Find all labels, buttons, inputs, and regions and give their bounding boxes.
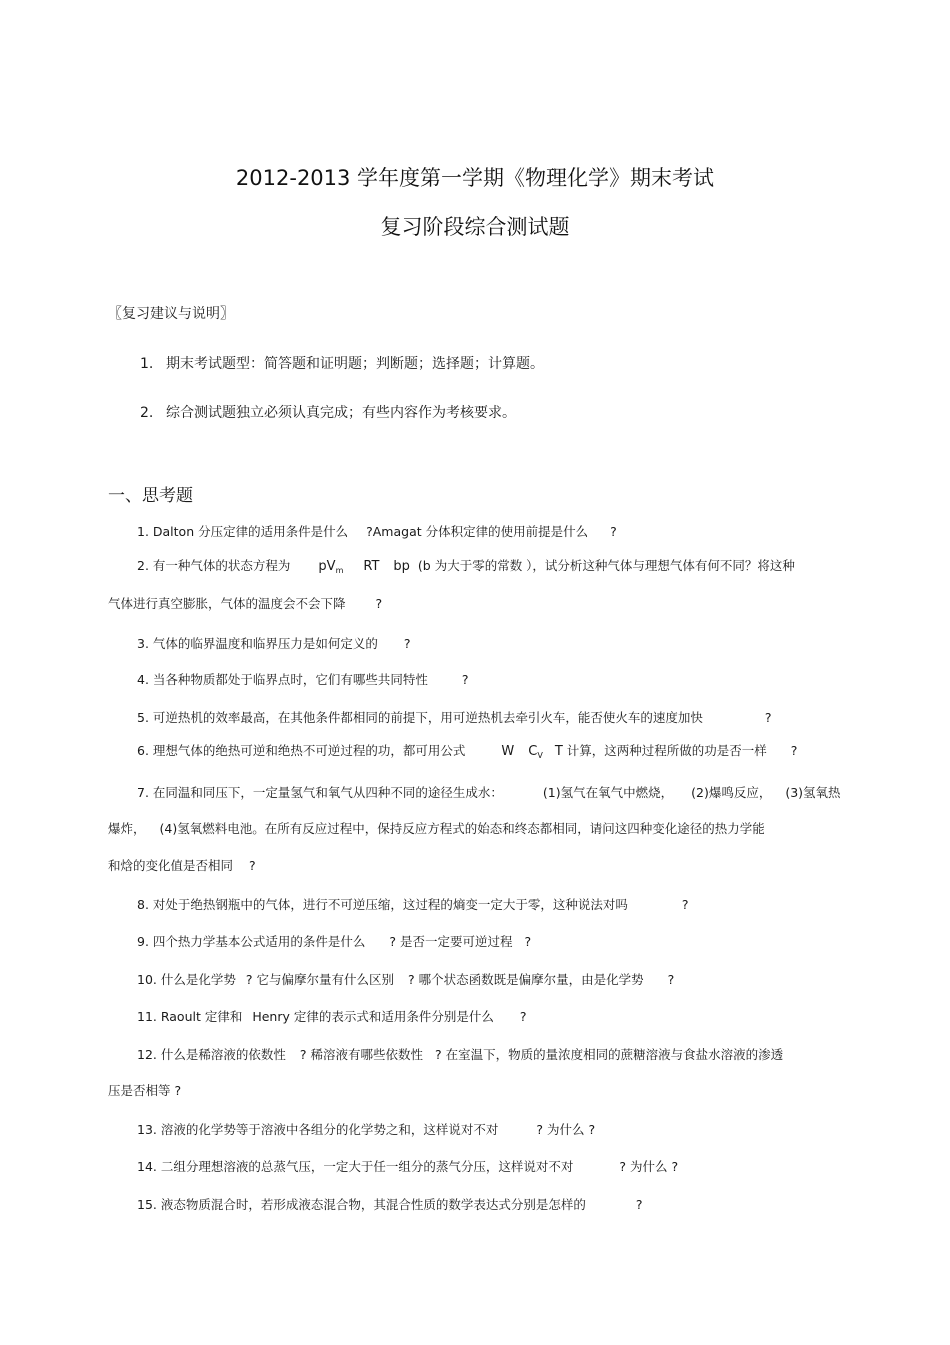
- q9-part: ? 是否一定要可逆过程: [389, 934, 513, 949]
- q4-part: 4. 当各种物质都处于临界点时，它们有哪些共同特性: [137, 672, 428, 687]
- page-subtitle: 复习阶段综合测试题: [380, 215, 570, 239]
- note-item: [140, 353, 544, 373]
- q7-part: 爆炸，: [108, 821, 146, 836]
- q12-part: 12. 什么是稀溶液的依数性: [137, 1047, 286, 1062]
- formula-pvm: [318, 559, 343, 574]
- note-number: 1.: [140, 356, 154, 372]
- q1-part: ?: [610, 524, 617, 539]
- formula-w: W: [501, 744, 515, 759]
- q11-part: ?: [519, 1009, 527, 1024]
- question-11: [137, 1007, 527, 1025]
- question-3: [137, 634, 411, 652]
- question-14: [137, 1157, 678, 1175]
- q14-part: ? 为什么 ?: [619, 1159, 679, 1174]
- q7-part: 7. 在同温和同压下，一定量氢气和氧气从四种不同的途径生成水：: [137, 785, 503, 800]
- note-text: 综合测试题独立必须认真完成；有些内容作为考核要求。: [166, 405, 516, 421]
- q7-part: 和焓的变化值是否相同: [108, 858, 234, 873]
- q2-part: 2. 有一种气体的状态方程为: [137, 558, 291, 573]
- q2-part: 气体进行真空膨胀，气体的温度会不会下降: [108, 596, 346, 611]
- q13-part: 13. 溶液的化学势等于溶液中各组分的化学势之和，这样说对不对: [137, 1122, 499, 1137]
- q3-part: ?: [403, 636, 411, 651]
- q7-part: (3)氢氧热: [785, 785, 841, 800]
- q10-part: ? 哪个状态函数既是偏摩尔量，由是化学势: [407, 972, 644, 987]
- formula-text: C: [528, 744, 538, 759]
- q7-part: ?: [249, 858, 256, 873]
- q1-part: 1. Dalton 分压定律的适用条件是什么: [137, 524, 349, 539]
- question-8: [137, 895, 689, 913]
- formula-subscript: m: [335, 566, 344, 575]
- q1-part: ?Amagat 分体积定律的使用前提是什么: [366, 524, 589, 539]
- q12-part: 压是否相等 ?: [108, 1083, 182, 1098]
- q10-part: ? 它与偏摩尔量有什么区别: [245, 972, 394, 987]
- question-9: [137, 932, 531, 950]
- q6-part: 6. 理想气体的绝热可逆和绝热不可逆过程的功，都可用公式: [137, 743, 466, 758]
- question-15: [137, 1195, 643, 1213]
- question-4: [137, 670, 469, 688]
- page-title: 2012-2013 学年度第一学期《物理化学》期末考试: [235, 166, 715, 190]
- section-heading: 一、思考题: [108, 486, 193, 506]
- formula-subscript: V: [537, 751, 543, 760]
- q14-part: 14. 二组分理想溶液的总蒸气压，一定大于任一组分的蒸气分压，这样说对不对: [137, 1159, 574, 1174]
- question-12-continued: [108, 1081, 181, 1099]
- q3-part: 3. 气体的临界温度和临界压力是如何定义的: [137, 636, 378, 651]
- q2-part: (b 为大于零的常数 ），试分析这种气体与理想气体有何不同？将这种: [417, 558, 795, 573]
- question-10: [137, 970, 674, 988]
- q10-part: ?: [667, 972, 675, 987]
- q12-part: ? 在室温下，物质的量浓度相同的蔗糖溶液与食盐水溶液的渗透: [434, 1047, 784, 1062]
- q13-part: ? 为什么 ?: [536, 1122, 596, 1137]
- formula-bp: bp: [393, 559, 410, 574]
- question-7: [137, 783, 841, 801]
- q2-part: ?: [375, 596, 383, 611]
- question-2: [137, 556, 795, 575]
- q9-part: ?: [524, 934, 532, 949]
- q8-part: 8. 对处于绝热钢瓶中的气体，进行不可逆压缩，这过程的熵变一定大于零，这种说法对吗: [137, 897, 628, 912]
- formula-text: pV: [318, 559, 336, 574]
- q6-part: 计算，这两种过程所做的功是否一样: [566, 743, 767, 758]
- question-2-continued: [108, 594, 382, 612]
- note-text: 期末考试题型：简答题和证明题；判断题；选择题；计算题。: [166, 356, 544, 372]
- question-6: [137, 741, 797, 760]
- q15-part: ?: [635, 1197, 643, 1212]
- q8-part: ?: [681, 897, 689, 912]
- formula-t: T: [554, 744, 563, 759]
- question-1: [137, 522, 617, 540]
- q10-part: 10. 什么是化学势: [137, 972, 236, 987]
- q15-part: 15. 液态物质混合时，若形成液态混合物，其混合性质的数学表达式分别是怎样的: [137, 1197, 586, 1212]
- q12-part: ? 稀溶液有哪些依数性: [299, 1047, 423, 1062]
- q11-part: Henry 定律的表示式和适用条件分别是什么: [252, 1009, 494, 1024]
- q4-part: ?: [461, 672, 469, 687]
- q11-part: 11. Raoult 定律和: [137, 1009, 243, 1024]
- question-13: [137, 1120, 595, 1138]
- q7-part: (2)爆鸣反应，: [691, 785, 772, 800]
- q5-part: ?: [764, 710, 772, 725]
- q6-part: ?: [790, 743, 798, 758]
- note-item: [140, 402, 516, 422]
- formula-rt: RT: [363, 559, 380, 574]
- question-12: [137, 1045, 783, 1063]
- q9-part: 9. 四个热力学基本公式适用的条件是什么: [137, 934, 366, 949]
- q7-part: (4)氢氧燃料电池。在所有反应过程中，保持反应方程式的始态和终态都相同，请问这四种变化途径的热力学能: [159, 821, 765, 836]
- q5-part: 5. 可逆热机的效率最高，在其他条件都相同的前提下，用可逆热机去牵引火车，能否使火车的速度加快: [137, 710, 703, 725]
- question-7-continued: [108, 819, 765, 837]
- question-5: [137, 708, 772, 726]
- question-7-continued: [108, 856, 256, 874]
- formula-cv: [528, 744, 543, 759]
- note-number: 2.: [140, 405, 154, 421]
- q7-part: (1)氢气在氧气中燃烧，: [542, 785, 674, 800]
- notes-heading: 〖复习建议与说明〗: [108, 306, 234, 322]
